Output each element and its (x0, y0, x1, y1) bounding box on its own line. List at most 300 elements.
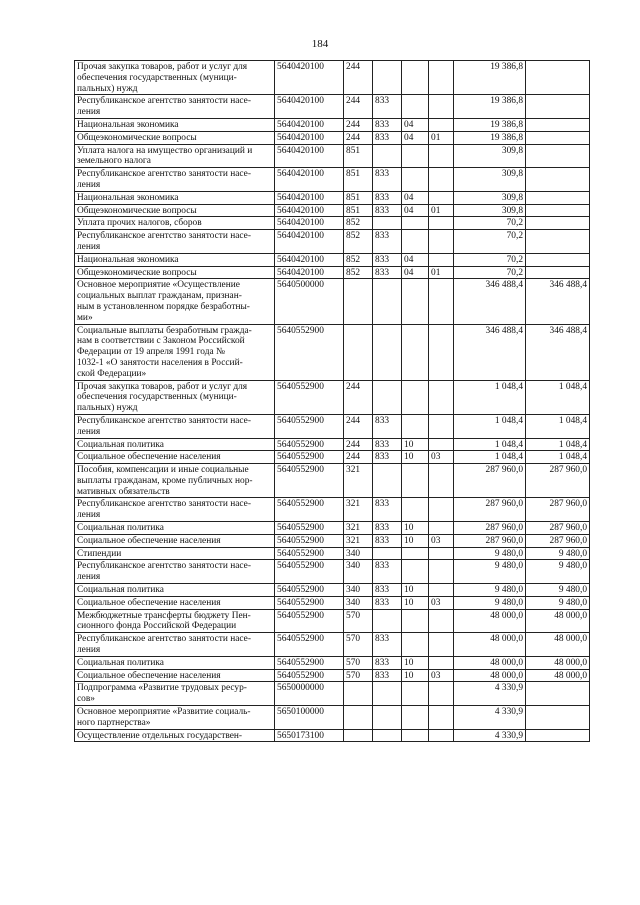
subsection-code-cell (429, 522, 454, 535)
row-name-line: Социальная политика (77, 657, 164, 668)
row-name-line: Республиканское агентство занятости насе- (77, 499, 251, 510)
row-name-cell (75, 522, 275, 535)
row-name-line: Социальная политика (77, 523, 164, 534)
expense-type-cell: 340 (344, 584, 373, 597)
department-code-cell: 833 (373, 522, 402, 535)
table-row (75, 534, 590, 547)
department-code-cell: 833 (373, 95, 402, 119)
amount-total-cell: 1 048,4 (454, 451, 526, 464)
section-code-cell (402, 414, 429, 438)
department-code-cell: 833 (373, 438, 402, 451)
row-name-line: Федерации от 19 апреля 1991 года № (77, 347, 225, 358)
subsection-code-cell (429, 560, 454, 584)
target-article-code-cell: 5650100000 (275, 706, 344, 730)
amount-total-cell: 4 330,9 (454, 682, 526, 706)
subsection-code-cell: 03 (429, 451, 454, 464)
department-code-cell (373, 609, 402, 633)
subsection-code-cell (429, 191, 454, 204)
amount-total-cell: 1 048,4 (454, 438, 526, 451)
department-code-cell (373, 380, 402, 414)
amount-total-cell: 1 048,4 (454, 380, 526, 414)
subsection-code-cell (429, 633, 454, 657)
amount-subvention-cell: 287 960,0 (526, 534, 590, 547)
target-article-code-cell: 5640420100 (275, 61, 344, 95)
amount-subvention-cell (526, 118, 590, 131)
department-code-cell (373, 144, 402, 168)
expense-type-cell: 852 (344, 230, 373, 254)
row-name-cell (75, 498, 275, 522)
row-name-cell (75, 168, 275, 192)
expense-type-cell: 570 (344, 633, 373, 657)
target-article-code-cell: 5640420100 (275, 191, 344, 204)
amount-total-cell: 346 488,4 (454, 279, 526, 324)
row-name-cell (75, 560, 275, 584)
row-name-line: Подпрограмма «Развитие трудовых ресур- (77, 683, 247, 694)
department-code-cell (373, 682, 402, 706)
target-article-code-cell: 5640552900 (275, 609, 344, 633)
section-code-cell: 04 (402, 191, 429, 204)
row-name-line: ления (77, 179, 101, 190)
target-article-code-cell: 5640552900 (275, 414, 344, 438)
expense-type-cell: 852 (344, 253, 373, 266)
row-name-line: Общеэкономические вопросы (77, 205, 197, 216)
section-code-cell (402, 498, 429, 522)
section-code-cell (402, 144, 429, 168)
row-name-line: земельного налога (77, 156, 151, 167)
table-row (75, 191, 590, 204)
target-article-code-cell: 5640552900 (275, 560, 344, 584)
table-row (75, 547, 590, 560)
table-row (75, 380, 590, 414)
section-code-cell: 10 (402, 669, 429, 682)
section-code-cell (402, 230, 429, 254)
amount-total-cell: 48 000,0 (454, 609, 526, 633)
row-name-cell (75, 144, 275, 168)
department-code-cell: 833 (373, 534, 402, 547)
subsection-code-cell: 03 (429, 596, 454, 609)
expense-type-cell: 570 (344, 656, 373, 669)
table-row (75, 596, 590, 609)
page-number: 184 (311, 38, 329, 50)
table-row (75, 451, 590, 464)
subsection-code-cell (429, 230, 454, 254)
row-name-line: ления (77, 645, 101, 656)
amount-total-cell: 19 386,8 (454, 118, 526, 131)
row-name-line: Республиканское агентство занятости насе- (77, 231, 251, 242)
row-name-cell (75, 451, 275, 464)
table-row (75, 217, 590, 230)
table-row (75, 464, 590, 498)
amount-subvention-cell: 48 000,0 (526, 656, 590, 669)
amount-subvention-cell (526, 204, 590, 217)
amount-total-cell: 9 480,0 (454, 596, 526, 609)
table-row (75, 633, 590, 657)
row-name-cell (75, 596, 275, 609)
row-name-line: пальных) нужд (77, 403, 138, 414)
row-name-cell (75, 682, 275, 706)
amount-total-cell: 287 960,0 (454, 464, 526, 498)
row-name-line: Республиканское агентство занятости насе- (77, 96, 251, 107)
section-code-cell (402, 61, 429, 95)
department-code-cell: 833 (373, 191, 402, 204)
expense-type-cell: 340 (344, 596, 373, 609)
row-name-line: ми» (77, 312, 93, 323)
row-name-line: ного партнерства» (77, 717, 151, 728)
section-code-cell (402, 95, 429, 119)
table-row (75, 230, 590, 254)
department-code-cell: 833 (373, 498, 402, 522)
row-name-line: Основное мероприятие «Осуществление (77, 280, 240, 291)
expense-type-cell: 244 (344, 380, 373, 414)
target-article-code-cell: 5640552900 (275, 534, 344, 547)
department-code-cell (373, 279, 402, 324)
row-name-cell (75, 656, 275, 669)
row-name-cell (75, 279, 275, 324)
row-name-line: Республиканское агентство занятости насе- (77, 634, 251, 645)
table-row (75, 584, 590, 597)
table-row (75, 144, 590, 168)
subsection-code-cell (429, 609, 454, 633)
amount-subvention-cell (526, 682, 590, 706)
row-name-cell (75, 547, 275, 560)
row-name-line: Республиканское агентство занятости насе- (77, 561, 251, 572)
department-code-cell: 833 (373, 230, 402, 254)
subsection-code-cell (429, 584, 454, 597)
expense-type-cell: 321 (344, 534, 373, 547)
table-row (75, 118, 590, 131)
amount-subvention-cell (526, 95, 590, 119)
target-article-code-cell: 5640420100 (275, 118, 344, 131)
budget-table (74, 60, 590, 742)
subsection-code-cell: 03 (429, 669, 454, 682)
subsection-code-cell (429, 414, 454, 438)
amount-subvention-cell: 48 000,0 (526, 633, 590, 657)
row-name-line: Общеэкономические вопросы (77, 267, 197, 278)
table-row (75, 438, 590, 451)
section-code-cell: 04 (402, 266, 429, 279)
subsection-code-cell (429, 656, 454, 669)
section-code-cell: 04 (402, 131, 429, 144)
amount-subvention-cell: 1 048,4 (526, 438, 590, 451)
amount-total-cell: 48 000,0 (454, 669, 526, 682)
section-code-cell: 04 (402, 118, 429, 131)
amount-subvention-cell: 9 480,0 (526, 547, 590, 560)
amount-total-cell: 19 386,8 (454, 131, 526, 144)
subsection-code-cell (429, 464, 454, 498)
expense-type-cell: 851 (344, 144, 373, 168)
department-code-cell: 833 (373, 584, 402, 597)
expense-type-cell (344, 682, 373, 706)
amount-subvention-cell (526, 61, 590, 95)
row-name-cell (75, 191, 275, 204)
expense-type-cell: 340 (344, 547, 373, 560)
row-name-line: Национальная экономика (77, 119, 179, 130)
target-article-code-cell: 5640420100 (275, 95, 344, 119)
department-code-cell: 833 (373, 451, 402, 464)
amount-total-cell: 309,8 (454, 144, 526, 168)
row-name-cell (75, 669, 275, 682)
table-row (75, 706, 590, 730)
section-code-cell (402, 324, 429, 380)
row-name-line: выплаты гражданам, кроме публичных нор- (77, 475, 253, 486)
section-code-cell: 10 (402, 584, 429, 597)
amount-subvention-cell: 48 000,0 (526, 669, 590, 682)
section-code-cell (402, 560, 429, 584)
subsection-code-cell (429, 61, 454, 95)
target-article-code-cell: 5640552900 (275, 464, 344, 498)
expense-type-cell: 340 (344, 560, 373, 584)
section-code-cell: 10 (402, 656, 429, 669)
row-name-cell (75, 438, 275, 451)
row-name-cell (75, 324, 275, 380)
section-code-cell: 10 (402, 438, 429, 451)
row-name-line: ления (77, 572, 101, 583)
subsection-code-cell (429, 144, 454, 168)
amount-subvention-cell (526, 217, 590, 230)
section-code-cell (402, 217, 429, 230)
target-article-code-cell: 5650000000 (275, 682, 344, 706)
expense-type-cell: 321 (344, 498, 373, 522)
amount-total-cell: 19 386,8 (454, 95, 526, 119)
subsection-code-cell (429, 438, 454, 451)
department-code-cell (373, 324, 402, 380)
expense-type-cell: 321 (344, 522, 373, 535)
subsection-code-cell (429, 498, 454, 522)
expense-type-cell: 244 (344, 451, 373, 464)
table-row (75, 729, 590, 742)
table-row (75, 95, 590, 119)
expense-type-cell: 244 (344, 61, 373, 95)
amount-total-cell: 48 000,0 (454, 656, 526, 669)
amount-total-cell: 70,2 (454, 253, 526, 266)
row-name-line: Основное мероприятие «Развитие социаль- (77, 707, 251, 718)
section-code-cell: 04 (402, 253, 429, 266)
row-name-cell (75, 131, 275, 144)
department-code-cell (373, 217, 402, 230)
target-article-code-cell: 5640420100 (275, 266, 344, 279)
row-name-cell (75, 633, 275, 657)
department-code-cell: 833 (373, 168, 402, 192)
row-name-line: ным в установленном порядке безработны- (77, 301, 250, 312)
amount-total-cell: 48 000,0 (454, 633, 526, 657)
amount-subvention-cell: 346 488,4 (526, 279, 590, 324)
target-article-code-cell: 5640552900 (275, 656, 344, 669)
target-article-code-cell: 5640552900 (275, 633, 344, 657)
department-code-cell: 833 (373, 560, 402, 584)
section-code-cell (402, 279, 429, 324)
table-row (75, 522, 590, 535)
department-code-cell: 833 (373, 253, 402, 266)
expense-type-cell (344, 729, 373, 742)
table-row (75, 609, 590, 633)
subsection-code-cell (429, 95, 454, 119)
amount-total-cell: 309,8 (454, 168, 526, 192)
section-code-cell (402, 168, 429, 192)
subsection-code-cell (429, 168, 454, 192)
expense-type-cell: 244 (344, 438, 373, 451)
expense-type-cell: 570 (344, 609, 373, 633)
row-name-line: сионного фонда Российской Федерации (77, 621, 237, 632)
row-name-line: Пособия, компенсации и иные социальные (77, 465, 249, 476)
row-name-line: социальных выплат гражданам, признан- (77, 291, 242, 302)
expense-type-cell: 244 (344, 414, 373, 438)
expense-type-cell (344, 279, 373, 324)
amount-subvention-cell (526, 168, 590, 192)
row-name-line: Республиканское агентство занятости насе- (77, 169, 251, 180)
expense-type-cell: 851 (344, 168, 373, 192)
expense-type-cell (344, 324, 373, 380)
row-name-line: 1032-1 «О занятости населения в Россий- (77, 357, 243, 368)
section-code-cell (402, 464, 429, 498)
department-code-cell: 833 (373, 118, 402, 131)
department-code-cell: 833 (373, 414, 402, 438)
row-name-line: обеспечения государственных (муници- (77, 72, 237, 83)
row-name-line: ской Федерации» (77, 368, 147, 379)
subsection-code-cell (429, 380, 454, 414)
target-article-code-cell: 5640552900 (275, 324, 344, 380)
row-name-cell (75, 464, 275, 498)
section-code-cell (402, 380, 429, 414)
amount-total-cell: 9 480,0 (454, 560, 526, 584)
table-row (75, 253, 590, 266)
target-article-code-cell: 5640420100 (275, 144, 344, 168)
amount-total-cell: 19 386,8 (454, 61, 526, 95)
row-name-line: ления (77, 510, 101, 521)
target-article-code-cell: 5640552900 (275, 380, 344, 414)
row-name-line: Социальное обеспечение населения (77, 452, 221, 463)
amount-subvention-cell: 48 000,0 (526, 609, 590, 633)
section-code-cell (402, 633, 429, 657)
table-row (75, 682, 590, 706)
table-row (75, 279, 590, 324)
expense-type-cell: 244 (344, 131, 373, 144)
amount-subvention-cell: 9 480,0 (526, 596, 590, 609)
amount-subvention-cell: 346 488,4 (526, 324, 590, 380)
expense-type-cell: 244 (344, 95, 373, 119)
amount-subvention-cell: 9 480,0 (526, 584, 590, 597)
table-row (75, 324, 590, 380)
target-article-code-cell: 5640420100 (275, 131, 344, 144)
amount-total-cell: 287 960,0 (454, 522, 526, 535)
subsection-code-cell (429, 217, 454, 230)
target-article-code-cell: 5640552900 (275, 547, 344, 560)
subsection-code-cell: 01 (429, 266, 454, 279)
table-row (75, 656, 590, 669)
target-article-code-cell: 5640552900 (275, 596, 344, 609)
row-name-line: мативных обязательств (77, 486, 170, 497)
row-name-cell (75, 204, 275, 217)
subsection-code-cell: 01 (429, 204, 454, 217)
row-name-cell (75, 729, 275, 742)
expense-type-cell: 321 (344, 464, 373, 498)
target-article-code-cell: 5640552900 (275, 584, 344, 597)
row-name-line: пальных) нужд (77, 83, 138, 94)
subsection-code-cell (429, 706, 454, 730)
subsection-code-cell (429, 682, 454, 706)
subsection-code-cell (429, 324, 454, 380)
subsection-code-cell: 01 (429, 131, 454, 144)
amount-total-cell: 309,8 (454, 191, 526, 204)
department-code-cell: 833 (373, 669, 402, 682)
amount-total-cell: 9 480,0 (454, 547, 526, 560)
target-article-code-cell: 5640500000 (275, 279, 344, 324)
section-code-cell: 04 (402, 204, 429, 217)
section-code-cell: 10 (402, 596, 429, 609)
row-name-line: обеспечения государственных (муници- (77, 392, 237, 403)
row-name-line: Социальная политика (77, 439, 164, 450)
subsection-code-cell (429, 253, 454, 266)
row-name-line: Стипендии (77, 548, 122, 559)
table-row (75, 498, 590, 522)
subsection-code-cell (429, 729, 454, 742)
row-name-line: Уплата налога на имущество организаций и (77, 145, 253, 156)
table-row (75, 131, 590, 144)
expense-type-cell: 851 (344, 204, 373, 217)
table-row (75, 168, 590, 192)
row-name-cell (75, 61, 275, 95)
section-code-cell (402, 609, 429, 633)
table-row (75, 61, 590, 95)
row-name-cell (75, 95, 275, 119)
section-code-cell (402, 729, 429, 742)
amount-total-cell: 4 330,9 (454, 729, 526, 742)
amount-subvention-cell (526, 729, 590, 742)
target-article-code-cell: 5640420100 (275, 217, 344, 230)
amount-subvention-cell: 1 048,4 (526, 414, 590, 438)
row-name-cell (75, 706, 275, 730)
row-name-line: Социальная политика (77, 585, 164, 596)
amount-total-cell: 1 048,4 (454, 414, 526, 438)
target-article-code-cell: 5640420100 (275, 253, 344, 266)
amount-total-cell: 70,2 (454, 266, 526, 279)
expense-type-cell: 244 (344, 118, 373, 131)
row-name-line: Общеэкономические вопросы (77, 132, 197, 143)
row-name-cell (75, 217, 275, 230)
row-name-cell (75, 266, 275, 279)
row-name-line: Социальное обеспечение населения (77, 535, 221, 546)
amount-subvention-cell (526, 230, 590, 254)
amount-subvention-cell (526, 253, 590, 266)
amount-total-cell: 287 960,0 (454, 534, 526, 547)
department-code-cell: 833 (373, 633, 402, 657)
table-row (75, 204, 590, 217)
table-row (75, 266, 590, 279)
row-name-line: Прочая закупка товаров, работ и услуг для (77, 381, 248, 392)
amount-total-cell: 287 960,0 (454, 498, 526, 522)
amount-total-cell: 309,8 (454, 204, 526, 217)
row-name-cell (75, 584, 275, 597)
row-name-cell (75, 380, 275, 414)
department-code-cell (373, 547, 402, 560)
row-name-line: Социальное обеспечение населения (77, 597, 221, 608)
department-code-cell (373, 706, 402, 730)
row-name-line: Прочая закупка товаров, работ и услуг для (77, 62, 248, 72)
amount-subvention-cell: 1 048,4 (526, 380, 590, 414)
subsection-code-cell: 03 (429, 534, 454, 547)
row-name-cell (75, 534, 275, 547)
row-name-line: Социальные выплаты безработным гражда- (77, 325, 252, 336)
section-code-cell (402, 706, 429, 730)
row-name-line: Осуществление отдельных государствен- (77, 730, 243, 741)
expense-type-cell: 851 (344, 191, 373, 204)
target-article-code-cell: 5640552900 (275, 498, 344, 522)
department-code-cell (373, 464, 402, 498)
row-name-line: Республиканское агентство занятости насе- (77, 415, 251, 426)
row-name-line: ления (77, 426, 101, 437)
amount-subvention-cell (526, 706, 590, 730)
row-name-cell (75, 253, 275, 266)
amount-subvention-cell (526, 131, 590, 144)
